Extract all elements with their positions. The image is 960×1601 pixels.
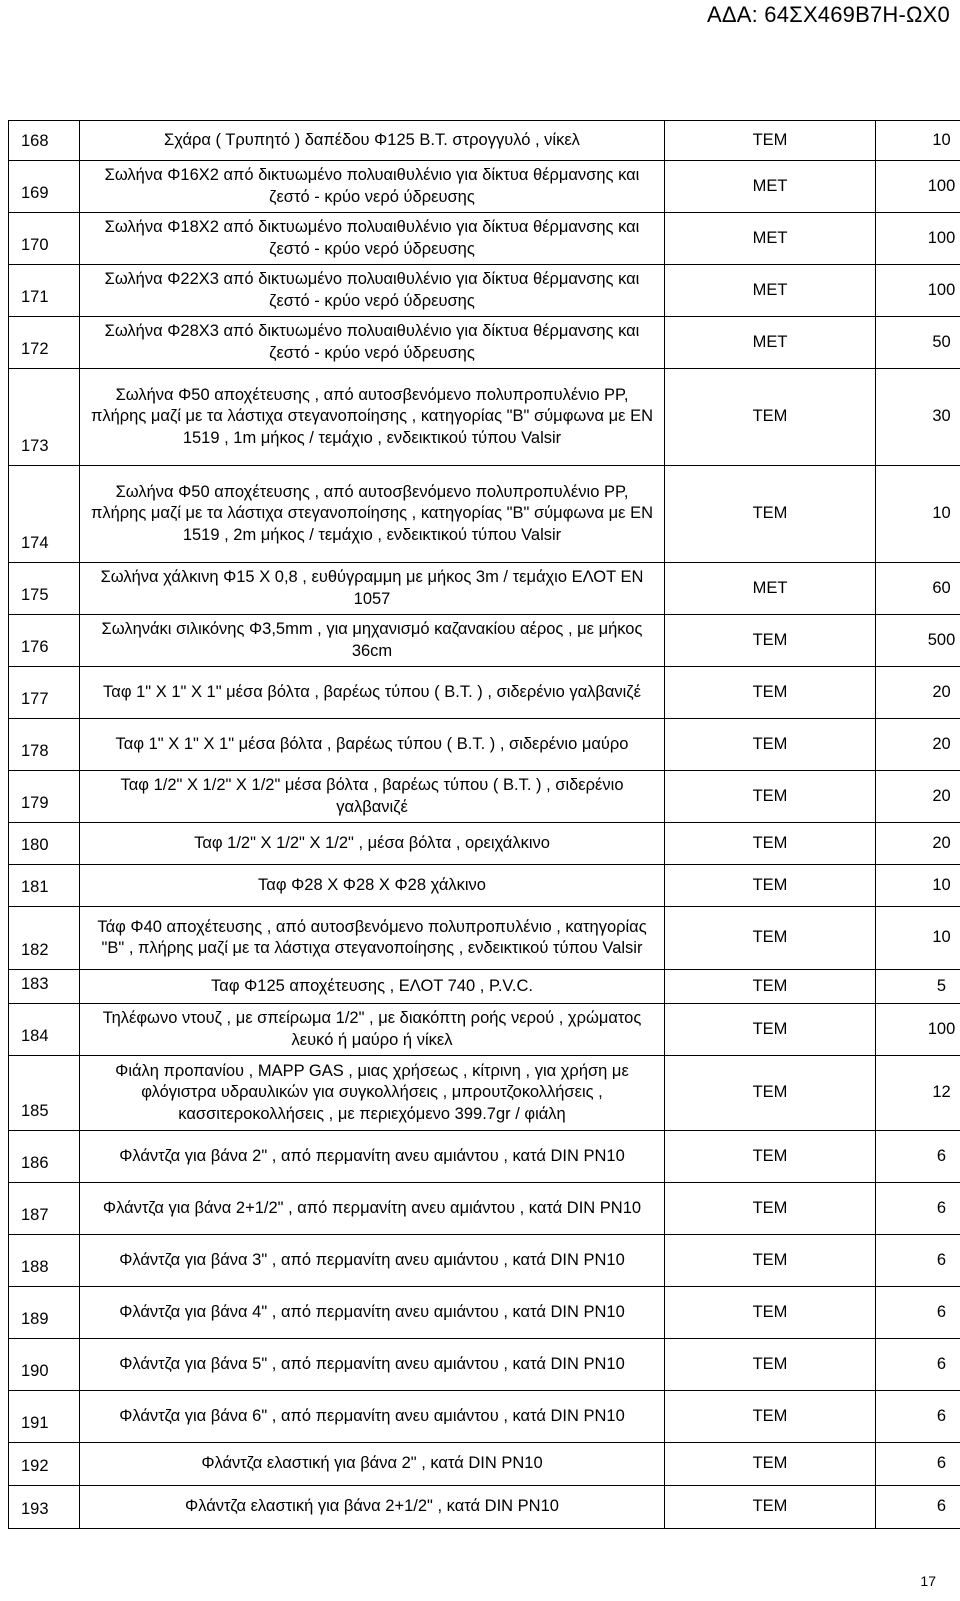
item-description: Σωλήνα Φ28Χ3 από δικτυωμένο πολυαιθυλένιο για δίκτυα θέρμανσης και ζεστό - κρύο νερό ύδρευσης: [80, 317, 665, 369]
item-unit: ΤΕΜ: [665, 1339, 876, 1391]
item-number: 186: [9, 1131, 80, 1183]
item-unit: ΤΕΜ: [665, 121, 876, 161]
item-quantity: 5: [876, 970, 960, 1004]
item-number: 170: [9, 213, 80, 265]
table-row: [9, 1235, 960, 1287]
table-row: [9, 1056, 960, 1131]
item-quantity: 6: [876, 1235, 960, 1287]
table-row: [9, 1443, 960, 1486]
item-unit: ΤΕΜ: [665, 369, 876, 466]
item-description: Ταφ 1" Χ 1" Χ 1" μέσα βόλτα , βαρέως τύπου ( Β.Τ. ) , σιδερένιο γαλβανιζέ: [80, 667, 665, 719]
table-row: [9, 823, 960, 865]
item-quantity: 30: [876, 369, 960, 466]
item-number: 190: [9, 1339, 80, 1391]
item-number: 181: [9, 865, 80, 907]
item-unit: ΤΕΜ: [665, 466, 876, 563]
table-row: [9, 1183, 960, 1235]
items-table: [8, 120, 960, 1529]
table-row: [9, 1339, 960, 1391]
item-description: Σωληνάκι σιλικόνης Φ3,5mm , για μηχανισμό καζανακίου αέρος , με μήκος 36cm: [80, 615, 665, 667]
item-unit: ΤΕΜ: [665, 865, 876, 907]
item-quantity: 20: [876, 667, 960, 719]
item-quantity: 6: [876, 1339, 960, 1391]
item-number: 189: [9, 1287, 80, 1339]
item-description: Ταφ Φ28 Χ Φ28 Χ Φ28 χάλκινο: [80, 865, 665, 907]
item-description: Φλάντζα για βάνα 4" , από περμανίτη ανευ αμιάντου , κατά DIN PN10: [80, 1287, 665, 1339]
item-number: 193: [9, 1486, 80, 1529]
item-description: Σωλήνα Φ50 αποχέτευσης , από αυτοσβενόμενο πολυπροπυλένιο PP, πλήρης μαζί με τα λάστιχα στεγανοποίησης , κατηγορίας "Β" σύμφωνα με ΕΝ 1519 , 2m μήκος / τεμάχιο , ενδεικτικού τύπου Valsir: [80, 466, 665, 563]
item-description: Φλάντζα για βάνα 2+1/2" , από περμανίτη ανευ αμιάντου , κατά DIN PN10: [80, 1183, 665, 1235]
table-row: [9, 1486, 960, 1529]
table-row: [9, 970, 960, 1004]
table-row: [9, 161, 960, 213]
item-unit: ΤΕΜ: [665, 1131, 876, 1183]
item-description: Ταφ 1" Χ 1" Χ 1" μέσα βόλτα , βαρέως τύπου ( Β.Τ. ) , σιδερένιο μαύρο: [80, 719, 665, 771]
item-number: 172: [9, 317, 80, 369]
item-unit: ΤΕΜ: [665, 1443, 876, 1486]
item-number: 179: [9, 771, 80, 823]
page-number: 17: [920, 1573, 936, 1589]
item-unit: ΤΕΜ: [665, 907, 876, 970]
item-description: Φλάντζα για βάνα 5" , από περμανίτη ανευ αμιάντου , κατά DIN PN10: [80, 1339, 665, 1391]
item-quantity: 12: [876, 1056, 960, 1131]
item-quantity: 60: [876, 563, 960, 615]
ada-header: ΑΔΑ: 64ΣΧ469Β7Η-ΩΧ0: [707, 2, 950, 27]
item-number: 173: [9, 369, 80, 466]
item-number: 169: [9, 161, 80, 213]
table-row: [9, 317, 960, 369]
item-quantity: 6: [876, 1443, 960, 1486]
item-unit: ΜΕΤ: [665, 213, 876, 265]
table-row: [9, 771, 960, 823]
item-unit: ΤΕΜ: [665, 1486, 876, 1529]
item-description: Ταφ Φ125 αποχέτευσης , ΕΛΟΤ 740 , P.V.C.: [80, 970, 665, 1004]
item-number: 174: [9, 466, 80, 563]
item-quantity: 6: [876, 1287, 960, 1339]
item-description: Σωλήνα Φ22Χ3 από δικτυωμένο πολυαιθυλένιο για δίκτυα θέρμανσης και ζεστό - κρύο νερό ύδρευσης: [80, 265, 665, 317]
table-row: [9, 1004, 960, 1056]
item-quantity: 6: [876, 1131, 960, 1183]
item-unit: ΤΕΜ: [665, 1391, 876, 1443]
item-quantity: 6: [876, 1391, 960, 1443]
item-quantity: 500: [876, 615, 960, 667]
item-unit: ΤΕΜ: [665, 1183, 876, 1235]
table-row: [9, 865, 960, 907]
item-quantity: 100: [876, 1004, 960, 1056]
item-quantity: 6: [876, 1486, 960, 1529]
item-quantity: 6: [876, 1183, 960, 1235]
table-row: [9, 615, 960, 667]
item-quantity: 20: [876, 771, 960, 823]
item-quantity: 10: [876, 466, 960, 563]
item-quantity: 100: [876, 265, 960, 317]
item-description: Φλάντζα ελαστική για βάνα 2" , κατά DIN PN10: [80, 1443, 665, 1486]
item-description: Φλάντζα για βάνα 2" , από περμανίτη ανευ αμιάντου , κατά DIN PN10: [80, 1131, 665, 1183]
item-description: Σωλήνα Φ50 αποχέτευσης , από αυτοσβενόμενο πολυπροπυλένιο PP, πλήρης μαζί με τα λάστιχα στεγανοποίησης , κατηγορίας "Β" σύμφωνα με ΕΝ 1519 , 1m μήκος / τεμάχιο , ενδεικτικού τύπου Valsir: [80, 369, 665, 466]
item-number: 177: [9, 667, 80, 719]
item-description: Σωλήνα χάλκινη Φ15 Χ 0,8 , ευθύγραμμη με μήκος 3m / τεμάχιο ΕΛΟΤ ΕΝ 1057: [80, 563, 665, 615]
item-number: 183: [9, 970, 80, 1004]
item-number: 168: [9, 121, 80, 161]
item-unit: ΤΕΜ: [665, 719, 876, 771]
item-quantity: 10: [876, 121, 960, 161]
table-row: [9, 907, 960, 970]
item-quantity: 10: [876, 865, 960, 907]
item-unit: ΜΕΤ: [665, 317, 876, 369]
item-number: 184: [9, 1004, 80, 1056]
item-unit: ΤΕΜ: [665, 771, 876, 823]
item-number: 180: [9, 823, 80, 865]
item-quantity: 50: [876, 317, 960, 369]
item-description: Φιάλη προπανίου , MAPP GAS , μιας χρήσεως , κίτρινη , για χρήση με φλόγιστρα υδραυλικών για συγκολλήσεις , μπρουτζοκολλήσεις , κασσιτεροκολλήσεις , με περιεχόμενο 399.7gr / φιάλη: [80, 1056, 665, 1131]
table-row: [9, 121, 960, 161]
table-row: [9, 369, 960, 466]
table-row: [9, 213, 960, 265]
item-number: 188: [9, 1235, 80, 1287]
item-number: 176: [9, 615, 80, 667]
item-unit: ΜΕΤ: [665, 161, 876, 213]
item-unit: ΜΕΤ: [665, 563, 876, 615]
table-row: [9, 1391, 960, 1443]
table-row: [9, 466, 960, 563]
item-description: Ταφ 1/2" Χ 1/2" Χ 1/2" , μέσα βόλτα , ορειχάλκινο: [80, 823, 665, 865]
item-unit: ΤΕΜ: [665, 1287, 876, 1339]
item-number: 171: [9, 265, 80, 317]
item-number: 191: [9, 1391, 80, 1443]
item-description: Σωλήνα Φ18Χ2 από δικτυωμένο πολυαιθυλένιο για δίκτυα θέρμανσης και ζεστό - κρύο νερό ύδρευσης: [80, 213, 665, 265]
table-row: [9, 563, 960, 615]
item-unit: ΤΕΜ: [665, 970, 876, 1004]
item-description: Τάφ Φ40 αποχέτευσης , από αυτοσβενόμενο πολυπροπυλένιο , κατηγορίας "Β" , πλήρης μαζί με τα λάστιχα στεγανοποίησης , ενδεικτικού τύπου Valsir: [80, 907, 665, 970]
item-number: 182: [9, 907, 80, 970]
item-description: Σωλήνα Φ16Χ2 από δικτυωμένο πολυαιθυλένιο για δίκτυα θέρμανσης και ζεστό - κρύο νερό ύδρευσης: [80, 161, 665, 213]
item-unit: ΤΕΜ: [665, 1056, 876, 1131]
item-description: Φλάντζα ελαστική για βάνα 2+1/2" , κατά DIN PN10: [80, 1486, 665, 1529]
item-quantity: 20: [876, 823, 960, 865]
item-number: 185: [9, 1056, 80, 1131]
item-quantity: 10: [876, 907, 960, 970]
item-description: Ταφ 1/2" Χ 1/2" Χ 1/2" μέσα βόλτα , βαρέως τύπου ( Β.Τ. ) , σιδερένιο γαλβανιζέ: [80, 771, 665, 823]
table-row: [9, 719, 960, 771]
table-row: [9, 1131, 960, 1183]
item-description: Φλάντζα για βάνα 6" , από περμανίτη ανευ αμιάντου , κατά DIN PN10: [80, 1391, 665, 1443]
table-row: [9, 667, 960, 719]
item-unit: ΜΕΤ: [665, 265, 876, 317]
item-unit: ΤΕΜ: [665, 823, 876, 865]
table-row: [9, 265, 960, 317]
item-number: 178: [9, 719, 80, 771]
item-number: 187: [9, 1183, 80, 1235]
item-unit: ΤΕΜ: [665, 1004, 876, 1056]
item-quantity: 100: [876, 213, 960, 265]
item-unit: ΤΕΜ: [665, 615, 876, 667]
item-number: 192: [9, 1443, 80, 1486]
table-row: [9, 1287, 960, 1339]
item-description: Φλάντζα για βάνα 3" , από περμανίτη ανευ αμιάντου , κατά DIN PN10: [80, 1235, 665, 1287]
item-quantity: 20: [876, 719, 960, 771]
item-description: Τηλέφωνο ντουζ , με σπείρωμα 1/2" , με διακόπτη ροής νερού , χρώματος λευκό ή μαύρο ή νίκελ: [80, 1004, 665, 1056]
item-number: 175: [9, 563, 80, 615]
item-description: Σχάρα ( Τρυπητό ) δαπέδου Φ125 Β.Τ. στρογγυλό , νίκελ: [80, 121, 665, 161]
item-unit: ΤΕΜ: [665, 667, 876, 719]
item-quantity: 100: [876, 161, 960, 213]
item-unit: ΤΕΜ: [665, 1235, 876, 1287]
